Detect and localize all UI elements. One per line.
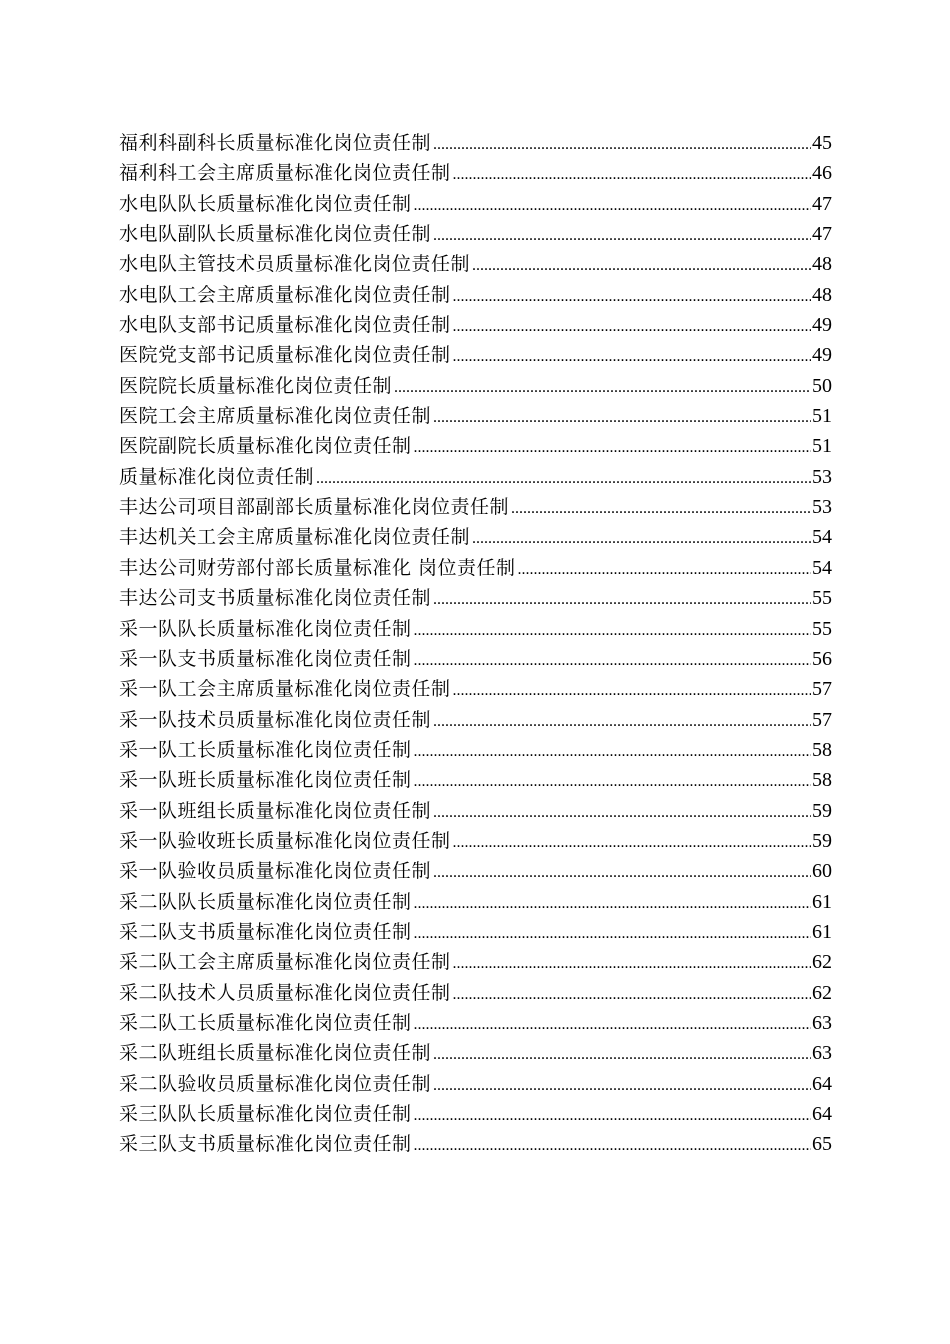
toc-entry-page-number: 54 <box>812 556 832 579</box>
dot-leader <box>511 494 811 524</box>
toc-entry[interactable] <box>119 1129 832 1159</box>
dot-leader <box>518 555 811 585</box>
toc-entry-title: 丰达公司项目部副部长质量标准化岗位责任制 <box>119 496 510 519</box>
dot-leader <box>394 373 811 403</box>
toc-entry-page-number: 64 <box>812 1072 832 1095</box>
toc-entry-page-number: 57 <box>812 678 832 701</box>
dot-leader <box>414 737 811 767</box>
toc-entry[interactable] <box>119 249 832 279</box>
toc-entry-page-number: 53 <box>812 496 832 519</box>
toc-entry-title: 福利科工会主席质量标准化岗位责任制 <box>119 162 451 185</box>
toc-entry-title: 采二队验收员质量标准化岗位责任制 <box>119 1072 432 1095</box>
toc-entry-page-number: 55 <box>812 617 832 640</box>
dot-leader <box>453 676 811 706</box>
toc-entry-page-number: 61 <box>812 890 832 913</box>
toc-entry-title: 采二队班组长质量标准化岗位责任制 <box>119 1042 432 1065</box>
toc-entry-title: 水电队队长质量标准化岗位责任制 <box>119 192 412 215</box>
dot-leader <box>414 433 811 463</box>
toc-entry-page-number: 62 <box>812 981 832 1004</box>
dot-leader <box>433 585 811 615</box>
toc-entry[interactable] <box>119 522 832 552</box>
toc-entry-title: 采一队班长质量标准化岗位责任制 <box>119 769 412 792</box>
toc-entry-title: 水电队主管技术员质量标准化岗位责任制 <box>119 253 471 276</box>
dot-leader <box>433 403 811 433</box>
dot-leader <box>472 524 811 554</box>
toc-entry[interactable] <box>119 765 832 795</box>
toc-entry-page-number: 54 <box>812 526 832 549</box>
toc-entry[interactable] <box>119 128 832 158</box>
dot-leader <box>414 616 811 646</box>
toc-entry[interactable] <box>119 644 832 674</box>
toc-entry[interactable] <box>119 492 832 522</box>
toc-entry[interactable] <box>119 796 832 826</box>
toc-entry[interactable] <box>119 887 832 917</box>
toc-entry-title: 采三队支书质量标准化岗位责任制 <box>119 1133 412 1156</box>
toc-entry[interactable] <box>119 917 832 947</box>
dot-leader <box>414 1010 811 1040</box>
dot-leader <box>453 312 811 342</box>
toc-entry-page-number: 63 <box>812 1011 832 1034</box>
toc-entry-title: 水电队支部书记质量标准化岗位责任制 <box>119 314 451 337</box>
toc-entry-title: 医院党支部书记质量标准化岗位责任制 <box>119 344 451 367</box>
toc-entry[interactable] <box>119 401 832 431</box>
toc-entry[interactable] <box>119 583 832 613</box>
toc-entry[interactable] <box>119 735 832 765</box>
toc-entry[interactable] <box>119 371 832 401</box>
toc-entry-page-number: 57 <box>812 708 832 731</box>
dot-leader <box>316 464 811 494</box>
toc-entry-page-number: 55 <box>812 587 832 610</box>
toc-entry-page-number: 58 <box>812 738 832 761</box>
toc-entry-title: 采一队工会主席质量标准化岗位责任制 <box>119 678 451 701</box>
toc-entry-title: 医院工会主席质量标准化岗位责任制 <box>119 405 432 428</box>
toc-entry[interactable] <box>119 219 832 249</box>
dot-leader <box>453 828 811 858</box>
toc-entry-page-number: 65 <box>812 1133 832 1156</box>
toc-entry-title: 医院院长质量标准化岗位责任制 <box>119 374 393 397</box>
toc-entry-title: 采一队队长质量标准化岗位责任制 <box>119 617 412 640</box>
toc-entry-page-number: 58 <box>812 769 832 792</box>
toc-entry[interactable] <box>119 1099 832 1129</box>
toc-entry-title: 采二队队长质量标准化岗位责任制 <box>119 890 412 913</box>
toc-entry-title: 采一队技术员质量标准化岗位责任制 <box>119 708 432 731</box>
toc-entry-title: 采一队验收员质量标准化岗位责任制 <box>119 860 432 883</box>
toc-entry-title: 采一队支书质量标准化岗位责任制 <box>119 647 412 670</box>
toc-entry[interactable] <box>119 462 832 492</box>
dot-leader <box>453 282 811 312</box>
toc-entry-title: 水电队副队长质量标准化岗位责任制 <box>119 223 432 246</box>
toc-entry[interactable] <box>119 340 832 370</box>
toc-entry-page-number: 49 <box>812 344 832 367</box>
toc-entry-page-number: 60 <box>812 860 832 883</box>
toc-entry-title: 采二队技术人员质量标准化岗位责任制 <box>119 981 451 1004</box>
toc-entry-title: 采二队工长质量标准化岗位责任制 <box>119 1011 412 1034</box>
dot-leader <box>414 767 811 797</box>
toc-entry-title: 丰达公司支书质量标准化岗位责任制 <box>119 587 432 610</box>
toc-entry-title: 采一队工长质量标准化岗位责任制 <box>119 738 412 761</box>
toc-entry-title: 采一队班组长质量标准化岗位责任制 <box>119 799 432 822</box>
toc-entry[interactable] <box>119 856 832 886</box>
dot-leader <box>414 1101 811 1131</box>
toc-entry-page-number: 51 <box>812 405 832 428</box>
toc-entry-title: 采三队队长质量标准化岗位责任制 <box>119 1103 412 1125</box>
toc-entry-title: 福利科副科长质量标准化岗位责任制 <box>119 132 432 154</box>
toc-entry-title: 质量标准化岗位责任制 <box>119 465 315 488</box>
toc-entry[interactable] <box>119 1038 832 1068</box>
dot-leader <box>472 251 811 281</box>
toc-entry-page-number: 64 <box>812 1103 832 1125</box>
dot-leader <box>433 798 811 828</box>
toc-entry-title: 丰达公司财劳部付部长质量标准化 岗位责任制 <box>119 556 516 579</box>
dot-leader <box>453 980 811 1010</box>
dot-leader <box>414 1131 811 1161</box>
toc-entry-title: 水电队工会主席质量标准化岗位责任制 <box>119 283 451 306</box>
toc-entry-title: 丰达机关工会主席质量标准化岗位责任制 <box>119 526 471 549</box>
toc-entry-page-number: 45 <box>812 132 832 154</box>
dot-leader <box>453 160 811 190</box>
toc-entry[interactable] <box>119 189 832 219</box>
toc-entry[interactable] <box>119 614 832 644</box>
toc-entry-page-number: 47 <box>812 223 832 246</box>
dot-leader <box>414 889 811 919</box>
toc-entry-title: 采二队工会主席质量标准化岗位责任制 <box>119 951 451 974</box>
toc-entry-page-number: 50 <box>812 374 832 397</box>
toc-entry-page-number: 53 <box>812 465 832 488</box>
dot-leader <box>453 342 811 372</box>
toc-entry-page-number: 48 <box>812 253 832 276</box>
toc-entry-page-number: 59 <box>812 799 832 822</box>
toc-entry-title: 采二队支书质量标准化岗位责任制 <box>119 920 412 943</box>
toc-entry[interactable] <box>119 1069 832 1099</box>
dot-leader <box>414 919 811 949</box>
toc-entry[interactable] <box>119 947 832 977</box>
dot-leader <box>433 707 811 737</box>
dot-leader <box>453 949 811 979</box>
toc-entry-title: 医院副院长质量标准化岗位责任制 <box>119 435 412 458</box>
toc-entry-page-number: 62 <box>812 951 832 974</box>
toc-entry-page-number: 47 <box>812 192 832 215</box>
toc-entry-page-number: 49 <box>812 314 832 337</box>
toc-entry-page-number: 56 <box>812 647 832 670</box>
toc-entry-page-number: 48 <box>812 283 832 306</box>
toc-entry[interactable] <box>119 1008 832 1038</box>
toc-entry[interactable] <box>119 280 832 310</box>
toc-entry[interactable] <box>119 431 832 461</box>
toc-entry-page-number: 61 <box>812 920 832 943</box>
table-of-contents <box>119 128 832 1160</box>
toc-entry[interactable] <box>119 310 832 340</box>
dot-leader <box>433 221 811 251</box>
dot-leader <box>433 1071 811 1101</box>
toc-entry-page-number: 51 <box>812 435 832 458</box>
dot-leader <box>414 646 811 676</box>
dot-leader <box>414 191 811 221</box>
toc-entry-title: 采一队验收班长质量标准化岗位责任制 <box>119 829 451 852</box>
dot-leader <box>433 1040 811 1070</box>
dot-leader <box>433 858 811 888</box>
toc-entry-page-number: 59 <box>812 829 832 852</box>
toc-entry-page-number: 63 <box>812 1042 832 1065</box>
toc-entry[interactable] <box>119 826 832 856</box>
toc-entry-page-number: 46 <box>812 162 832 185</box>
toc-entry[interactable] <box>119 553 832 583</box>
toc-entry[interactable] <box>119 705 832 735</box>
dot-leader <box>433 130 811 160</box>
toc-entry[interactable] <box>119 158 832 188</box>
toc-entry[interactable] <box>119 978 832 1008</box>
toc-entry[interactable] <box>119 674 832 704</box>
